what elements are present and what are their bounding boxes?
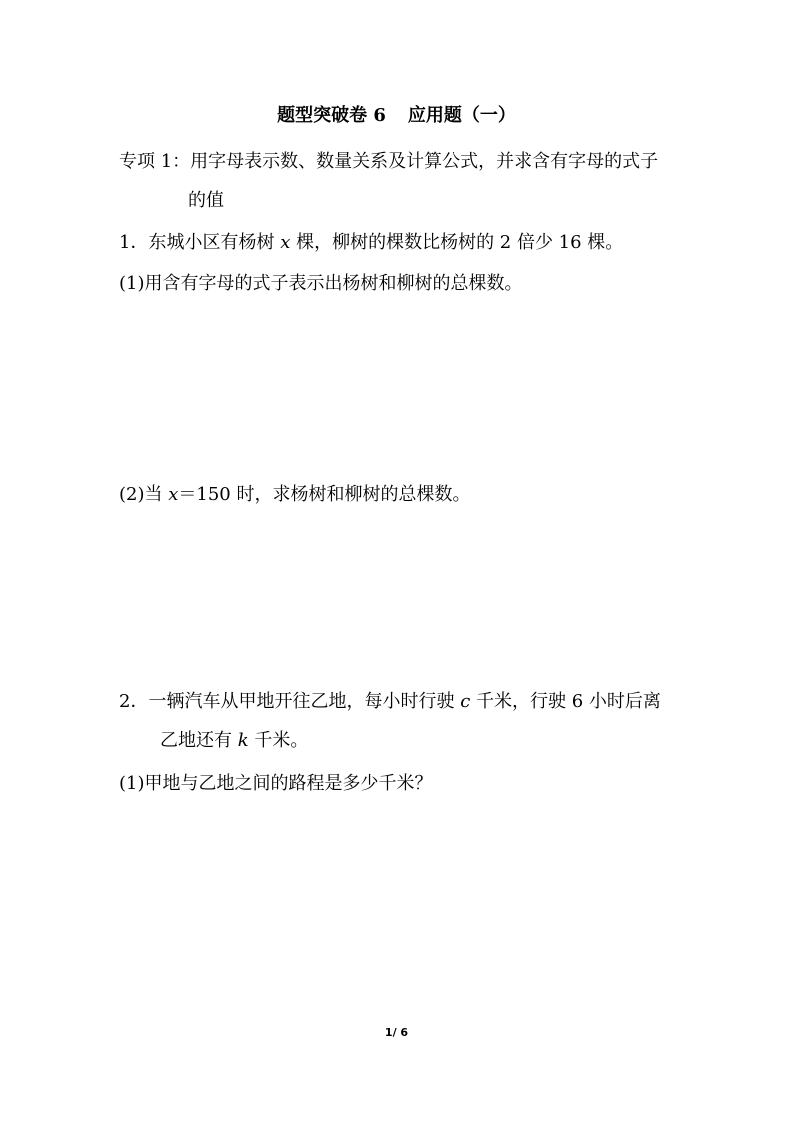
question-2-part-1: (1)甲地与乙地之间的路程是多少千米？ bbox=[119, 773, 433, 794]
question-1-variable-x: x bbox=[280, 232, 291, 253]
page-number: 1/ 6 bbox=[384, 1026, 409, 1039]
title-part-2: 应用题（一） bbox=[407, 105, 516, 126]
question-2-stem-line-2-a: 乙地还有 bbox=[160, 730, 238, 751]
question-2-stem-line-2-b: 千米。 bbox=[248, 730, 309, 751]
question-1-part-2-a: (2)当 bbox=[119, 484, 169, 505]
document-title bbox=[0, 103, 793, 129]
question-1-part-2 bbox=[119, 483, 470, 507]
title-part-1: 题型突破卷 6 bbox=[277, 105, 386, 126]
section-heading-line-1: 专项 1：用字母表示数、数量关系及计算公式，并求含有字母的式子 bbox=[119, 151, 659, 172]
question-2-stem-line-1 bbox=[119, 690, 661, 714]
question-1-stem-b: 棵，柳树的棵数比杨树的 2 倍少 16 棵。 bbox=[290, 232, 624, 253]
question-2-stem-a: 2．一辆汽车从甲地开往乙地，每小时行驶 bbox=[119, 691, 461, 712]
question-2-stem-b: 千米，行驶 6 小时后离 bbox=[470, 691, 661, 712]
section-heading-line-2: 的值 bbox=[188, 190, 224, 211]
question-2-stem-line-2 bbox=[160, 729, 308, 753]
question-1-stem bbox=[119, 231, 623, 255]
question-1-part-1: (1)用含有字母的式子表示出杨树和柳树的总棵数。 bbox=[119, 273, 523, 294]
question-2-variable-c: c bbox=[460, 691, 471, 712]
question-1-part-2-variable-x: x bbox=[168, 484, 179, 505]
question-1-part-2-b: ＝150 时，求杨树和柳树的总棵数。 bbox=[178, 484, 471, 505]
question-2-variable-k: k bbox=[237, 730, 249, 751]
question-1-stem-a: 1．东城小区有杨树 bbox=[119, 232, 281, 253]
